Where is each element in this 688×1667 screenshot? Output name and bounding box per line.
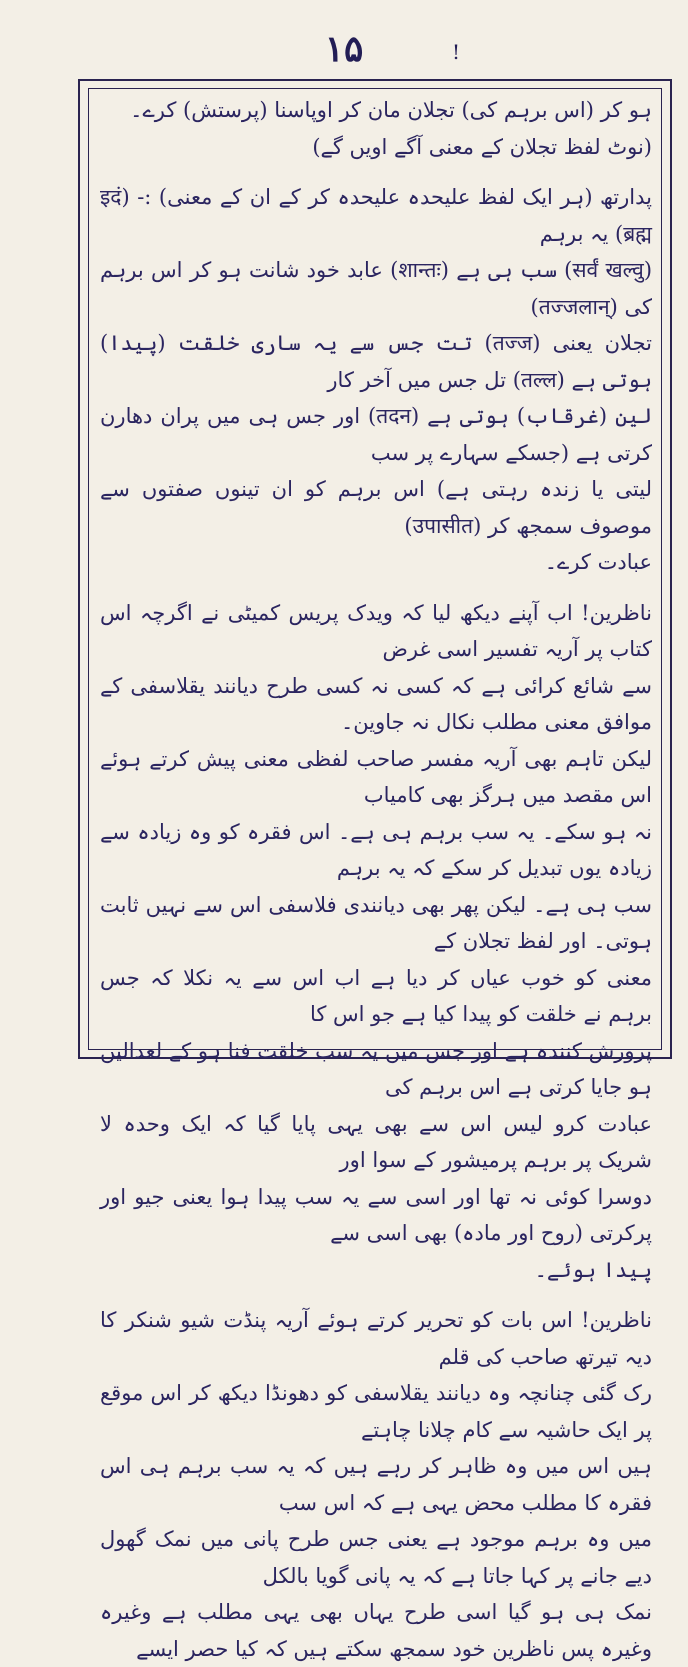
text-line: لیکن تاہم بھی آریہ مفسر صاحب لفظی معنی پیش کرتے ہوئے اس مقصد میں ہرگز بھی کامیاب bbox=[100, 746, 652, 807]
word-meaning-paragraph bbox=[100, 179, 652, 581]
closing-paragraph bbox=[100, 1302, 652, 1667]
note-line: (نوٹ لفظ تجلان کے معنی آگے اویں گے) bbox=[312, 134, 652, 159]
opening-paragraph bbox=[100, 92, 652, 165]
text-line: ناظرین! اس بات کو تحریر کرتے ہوئے آریہ پنڈت شیو شنکر کا دیہ تیرتھ صاحب کی قلم bbox=[100, 1308, 652, 1369]
text-line: تجلان یعنی (तज्ज) تت جس سے یہ ساری خلقت (پیدا) ہوتی ہے (तल्ल) تل جس میں آخر کار bbox=[100, 331, 652, 392]
text-line: ناظرین! اب آپنے دیکھ لیا کہ ویدک پریس کمیٹی نے اگرچہ اس کتاب پر آریہ تفسیر اسی غرض bbox=[100, 600, 652, 661]
text-line: نمک ہی ہو گیا اسی طرح یہاں بھی یہی مطلب ہے وغیرہ وغیرہ پس ناظرین خود سمجھ سکتے ہیں کہ کیا حصر ایسے bbox=[100, 1600, 652, 1661]
text-line: (सर्वं खल्वु) سب ہی ہے (शान्तः) عابد خود شانت ہو کر اس برہم کی (तज्जलान्) bbox=[100, 258, 653, 319]
text-line: نہ ہو سکے۔ یہ سب برہم ہی ہے۔ اس فقرہ کو وہ زیادہ سے زیادہ یوں تبدیل کر سکے کہ یہ برہم bbox=[100, 819, 652, 880]
text-line: سب ہی ہے۔ لیکن پھر بھی دیانندی فلاسفی اس سے نہیں ثابت ہوتی۔ اور لفظ تجلان کے bbox=[100, 892, 652, 953]
text-line: لیتی یا زندہ رہتی ہے) اس برہم کو ان تینوں صفتوں سے موصوف سمجھ کر (उपासीत) bbox=[100, 477, 652, 538]
text-line: لین (غرقاب) ہوتی ہے (तदन) اور جس ہی میں پران دھارن کرتی ہے (جسکے سہارے پر سب bbox=[100, 404, 652, 465]
text-line: عبادت کرو لیس اس سے بھی یہی پایا گیا کہ ایک وحدہ لا شریک پر برہم پرمیشور کے سوا اور bbox=[100, 1111, 652, 1172]
text-line: معنی کو خوب عیاں کر دیا ہے اب اس سے یہ نکلا کہ جس برہم نے خلقت کو پیدا کیا ہے جو اس کا bbox=[100, 965, 652, 1026]
page-number: ۱۵ bbox=[324, 28, 364, 70]
text-line: دوسرا کوئی نہ تھا اور اسی سے یہ سب پیدا ہوا یعنی جیو اور پرکرتی (روح اور مادہ) بھی اسی سے bbox=[100, 1184, 652, 1245]
page-mark: ! bbox=[452, 40, 461, 64]
text-line: رک گئی چنانچہ وہ دیانند یقلاسفی کو دھونڈا دیکھ کر اس موقع پر ایک حاشیہ سے کام چلانا چاہتے bbox=[100, 1381, 652, 1442]
text-line: پیدا ہوئے۔ bbox=[534, 1257, 652, 1282]
text-line: ہو کر (اس برہم کی) تجلان مان کر اوپاسنا (پرستش) کرے۔ bbox=[130, 98, 652, 122]
text-line: پرورش کنندہ ہے اور جس میں یہ سب خلقت فنا ہو کے لعدالیں ہو جایا کرتی ہے اس برہم کی bbox=[100, 1038, 652, 1099]
text-line: پدارتھ (ہر ایک لفظ علیحدہ علیحدہ کر کے ان کے معنی) :- (इदं ब्रह्म) یہ برہم bbox=[100, 185, 652, 246]
text-line: ہیں اس میں وہ ظاہر کر رہے ہیں کہ یہ سب برہم ہی اس فقرہ کا مطلب محض یہی ہے کہ اس سب bbox=[100, 1454, 652, 1515]
text-line: میں وہ برہم موجود ہے یعنی جس طرح پانی میں نمک گھول دیے جانے پر کہا جاتا ہے کہ یہ پانی گویا بالکل bbox=[100, 1527, 652, 1588]
text-line: سے شائع کرائی ہے کہ کسی نہ کسی طرح دیانند یقلاسفی کے موافق معنی مطلب نکال نہ جاوین۔ bbox=[100, 673, 652, 734]
text-line: عبادت کرے۔ bbox=[544, 550, 652, 574]
page-text bbox=[100, 92, 653, 1661]
commentary-paragraph bbox=[100, 595, 652, 1289]
